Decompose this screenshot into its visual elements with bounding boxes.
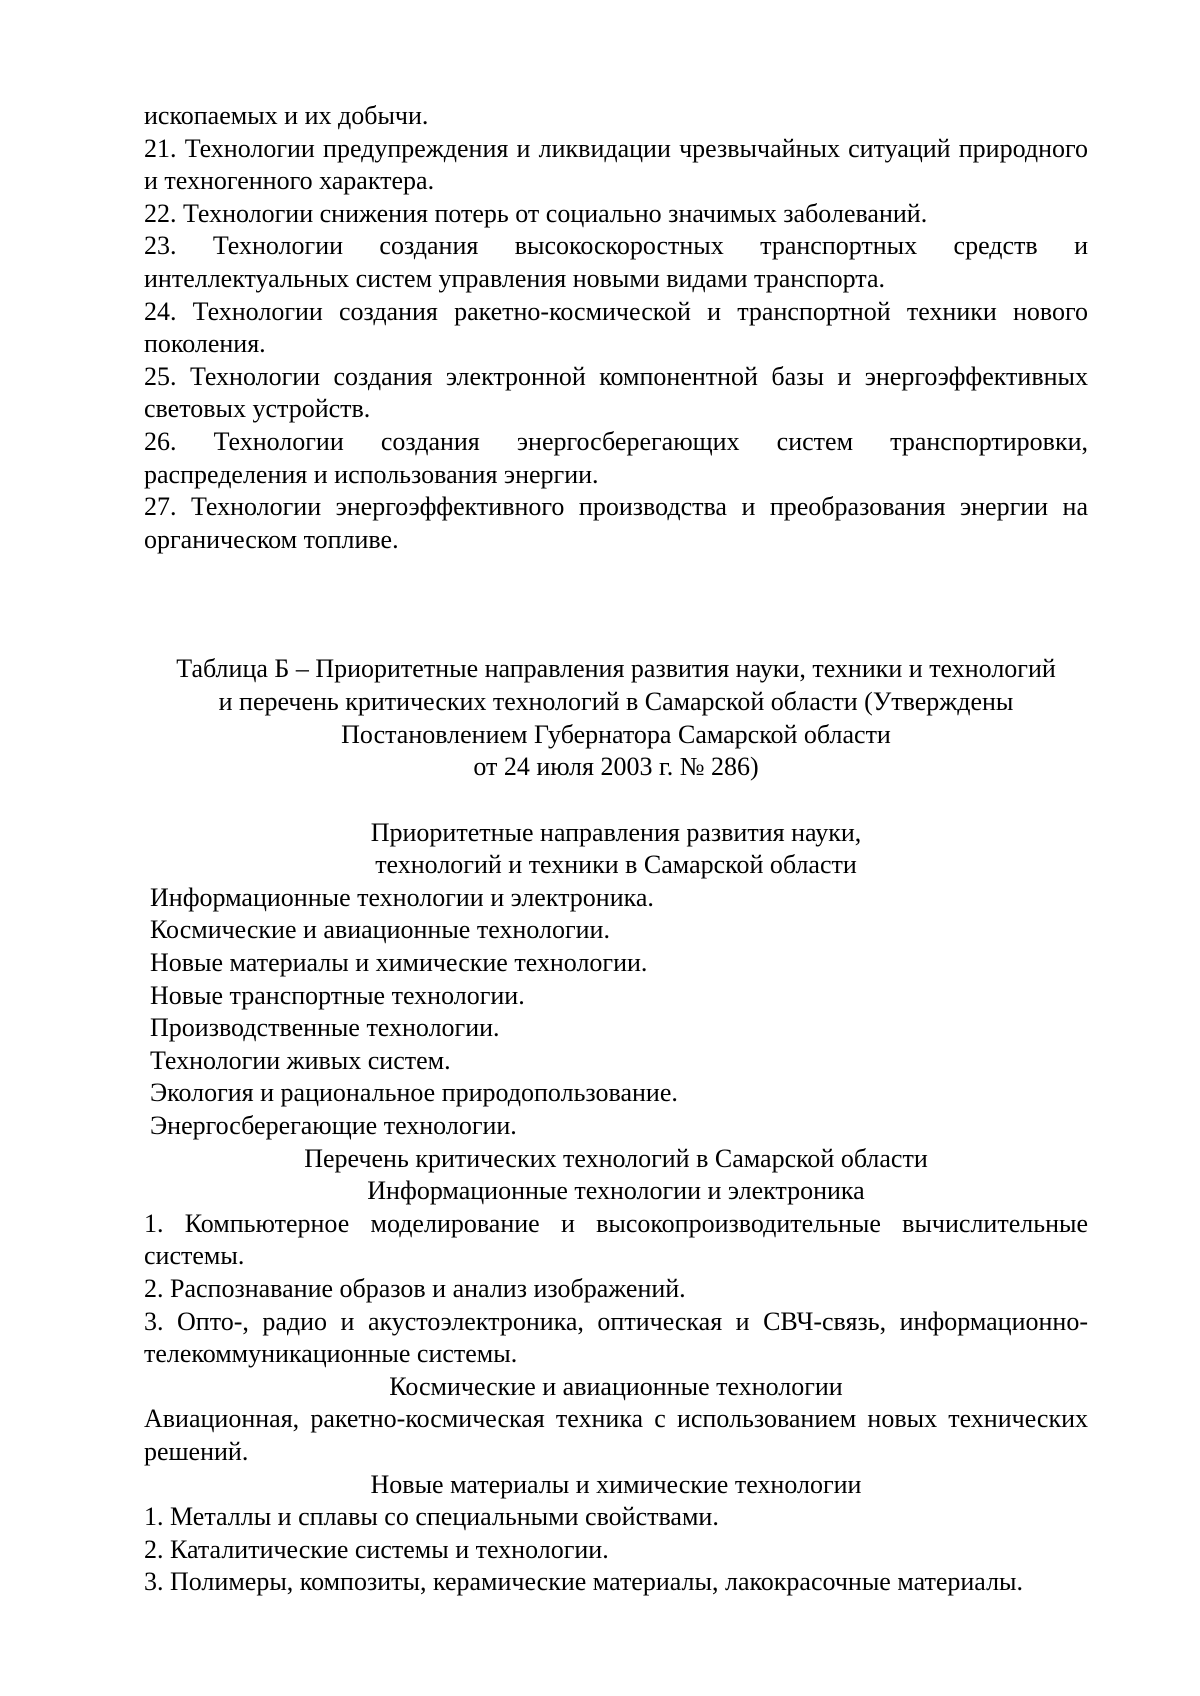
heading-line: Приоритетные направления развития науки, bbox=[370, 817, 862, 847]
spacer bbox=[144, 556, 1088, 653]
section-heading-info: Информационные технологии и электроника bbox=[367, 1176, 865, 1206]
list-item: Авиационная, ракетно-космическая техника с использованием новых технических решений. bbox=[144, 1404, 1088, 1466]
list-item: 3. Опто-, радио и акустоэлектроника, оптическая и СВЧ-связь, информационно-телекоммуникационные системы. bbox=[144, 1306, 1088, 1369]
list-item: Энергосберегающие технологии. bbox=[150, 1111, 517, 1141]
document-page bbox=[144, 100, 1088, 1599]
critical-heading: Перечень критических технологий в Самарской области bbox=[304, 1143, 928, 1173]
list-item: 23. Технологии создания высокоскоростных транспортных средств и интеллектуальных систем управления новыми видами транспорта. bbox=[144, 231, 1088, 293]
list-item: 21. Технологии предупреждения и ликвидации чрезвычайных ситуаций природного и техногенного характера. bbox=[144, 133, 1088, 196]
list-item: Новые материалы и химические технологии. bbox=[150, 948, 648, 978]
list-item: ископаемых и их добычи. bbox=[144, 101, 429, 130]
section-heading-space: Космические и авиационные технологии bbox=[389, 1371, 843, 1401]
table-title-line: Постановлением Губернатора Самарской области bbox=[341, 719, 891, 749]
priority-list bbox=[144, 882, 1088, 1143]
list-item: 22. Технологии снижения потерь от социально значимых заболеваний. bbox=[144, 198, 928, 228]
table-title bbox=[144, 653, 1088, 783]
list-item: 2. Каталитические системы и технологии. bbox=[144, 1534, 609, 1564]
list-item: Экология и рациональное природопользование. bbox=[150, 1078, 678, 1108]
heading-line: технологий и техники в Самарской области bbox=[375, 850, 857, 880]
spacer bbox=[144, 784, 1088, 817]
list-item: 1. Металлы и сплавы со специальными свойствами. bbox=[144, 1502, 719, 1532]
list-item: 3. Полимеры, композиты, керамические материалы, лакокрасочные материалы. bbox=[144, 1567, 1024, 1597]
list-item: Космические и авиационные технологии. bbox=[150, 915, 610, 945]
list-item: 24. Технологии создания ракетно-космической и транспортной техники нового поколения. bbox=[144, 296, 1088, 359]
list-item: Производственные технологии. bbox=[150, 1013, 500, 1043]
list-item: Технологии живых систем. bbox=[150, 1045, 451, 1075]
table-title-line: Таблица Б – Приоритетные направления развития науки, техники и технологий bbox=[176, 654, 1056, 684]
table-title-line: от 24 июля 2003 г. № 286) bbox=[473, 752, 759, 782]
list-item: 1. Компьютерное моделирование и высокопроизводительные вычислительные системы. bbox=[144, 1208, 1088, 1271]
list-item: 2. Распознавание образов и анализ изображений. bbox=[144, 1274, 686, 1303]
table-title-line: и перечень критических технологий в Самарской области (Утверждены bbox=[218, 686, 1014, 716]
list-item: 25. Технологии создания электронной компонентной базы и энергоэффективных световых устройств. bbox=[144, 361, 1088, 424]
list-item: Информационные технологии и электроника. bbox=[150, 882, 654, 912]
list-item: 27. Технологии энергоэффективного производства и преобразования энергии на органическом топливе. bbox=[144, 492, 1088, 554]
list-item: 26. Технологии создания энергосберегающих систем транспортировки, распределения и использования энергии. bbox=[144, 426, 1088, 489]
priority-heading bbox=[144, 817, 1088, 882]
section-heading-materials: Новые материалы и химические технологии bbox=[370, 1469, 862, 1499]
list-item: Новые транспортные технологии. bbox=[150, 980, 525, 1010]
